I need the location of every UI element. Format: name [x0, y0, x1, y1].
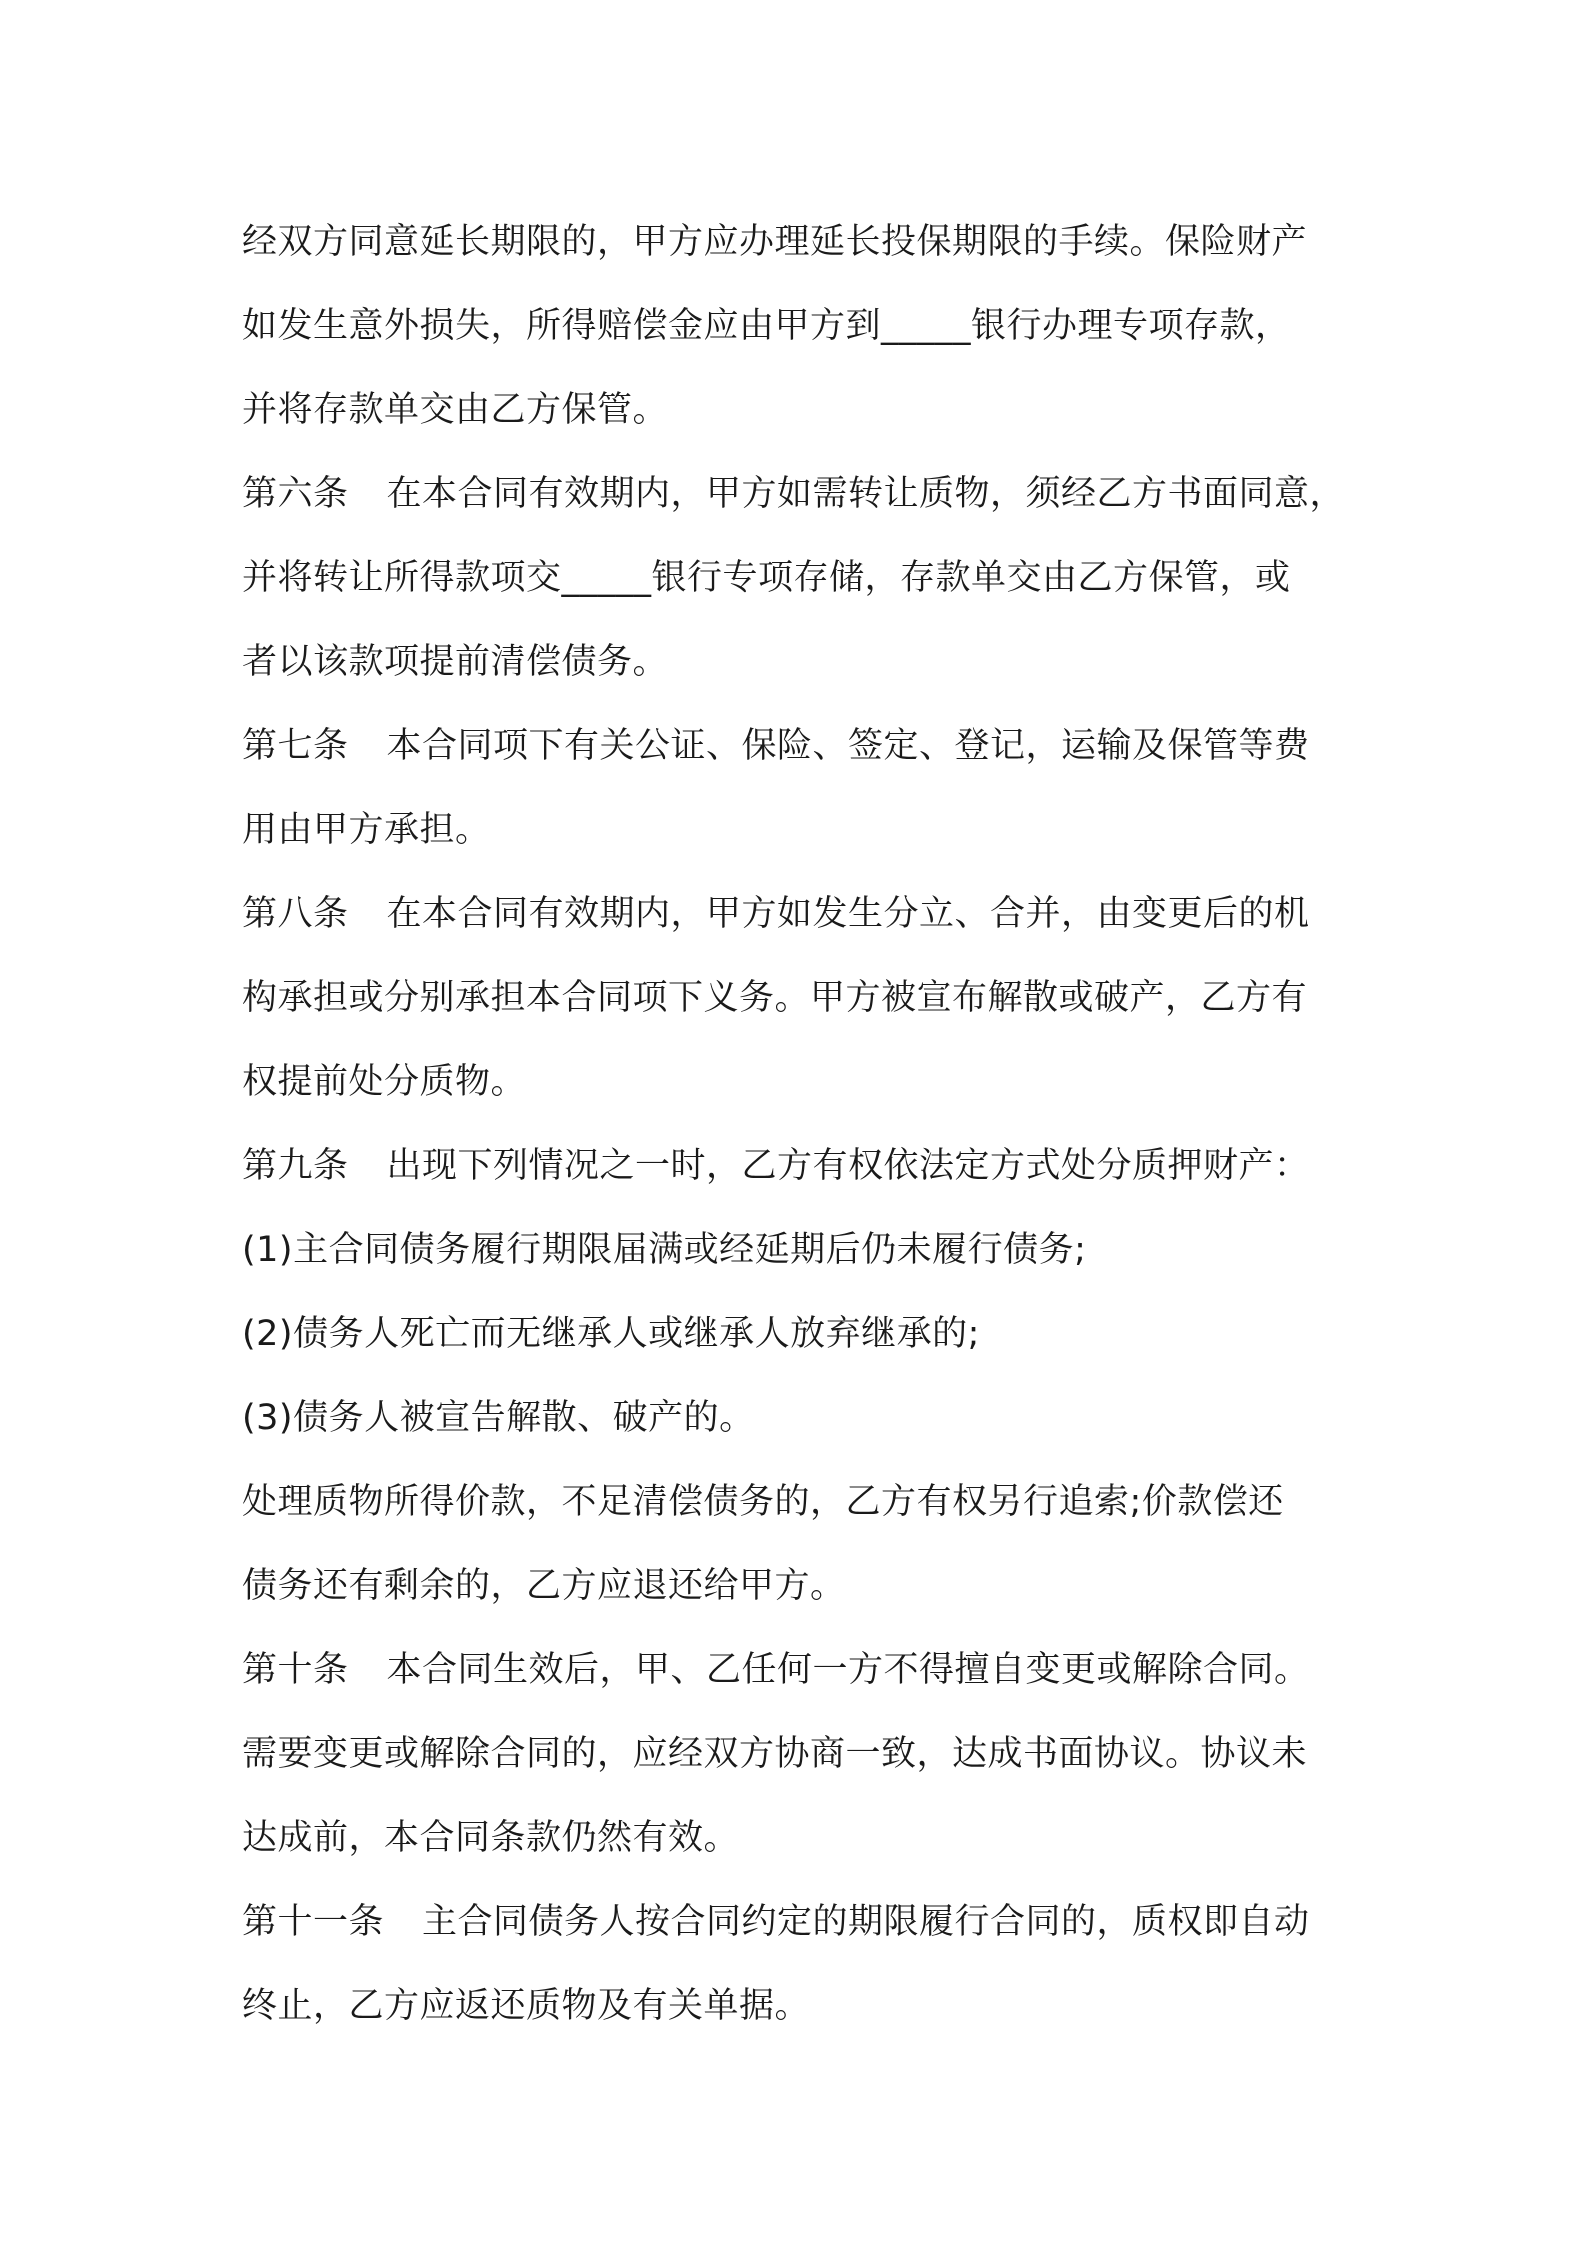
text-line: [242, 1460, 1357, 1544]
text-line: [242, 1544, 1357, 1628]
article-8-line: [242, 872, 1357, 956]
text-line: [242, 788, 1357, 872]
line-text: (1)主合同债务履行期限届满或经延期后仍未履行债务;: [242, 1230, 1087, 1270]
text-line: [242, 284, 1357, 368]
line-text: 在本合同有效期内，甲方如发生分立、合并，由变更后的机: [386, 894, 1310, 934]
line-text: 达成前，本合同条款仍然有效。: [242, 1818, 740, 1858]
line-text: 并将转让所得款项交_____银行专项存储，存款单交由乙方保管，或: [242, 558, 1291, 598]
article-heading: 第七条: [242, 726, 349, 766]
line-text: 需要变更或解除合同的，应经双方协商一致，达成书面协议。协议未: [242, 1734, 1308, 1774]
article-heading: 第六条: [242, 474, 349, 514]
line-text: 终止，乙方应返还质物及有关单据。: [242, 1986, 811, 2026]
text-line: [242, 1964, 1357, 2048]
line-text: 构承担或分别承担本合同项下义务。甲方被宣布解散或破产，乙方有: [242, 978, 1308, 1018]
article-heading: 第八条: [242, 894, 349, 934]
article-6-line: [242, 452, 1357, 536]
line-text: 用由甲方承担。: [242, 810, 491, 850]
text-line: [242, 368, 1357, 452]
text-line: [242, 620, 1357, 704]
line-text: 并将存款单交由乙方保管。: [242, 390, 669, 430]
text-line: [242, 1040, 1357, 1124]
list-item: [242, 1292, 1357, 1376]
text-line: [242, 536, 1357, 620]
list-item: [242, 1208, 1357, 1292]
line-text: 本合同项下有关公证、保险、签定、登记，运输及保管等费: [386, 726, 1310, 766]
article-heading: 第十条: [242, 1650, 349, 1690]
article-heading: 第九条: [242, 1146, 349, 1186]
line-text: 在本合同有效期内，甲方如需转让质物，须经乙方书面同意，: [386, 474, 1346, 514]
line-text: 如发生意外损失，所得赔偿金应由甲方到_____银行办理专项存款，: [242, 306, 1291, 346]
line-text: 权提前处分质物。: [242, 1062, 527, 1102]
text-line: [242, 956, 1357, 1040]
line-text: 债务还有剩余的，乙方应退还给甲方。: [242, 1566, 846, 1606]
line-text: 经双方同意延长期限的，甲方应办理延长投保期限的手续。保险财产: [242, 222, 1308, 262]
document-page: [242, 200, 1357, 2048]
article-9-line: [242, 1124, 1357, 1208]
line-text: (3)债务人被宣告解散、破产的。: [242, 1398, 755, 1438]
article-7-line: [242, 704, 1357, 788]
line-text: 者以该款项提前清偿债务。: [242, 642, 669, 682]
text-line: [242, 1712, 1357, 1796]
line-text: 处理质物所得价款，不足清偿债务的，乙方有权另行追索;价款偿还: [242, 1482, 1284, 1522]
list-item: [242, 1376, 1357, 1460]
article-heading: 第十一条: [242, 1902, 385, 1942]
line-text: 主合同债务人按合同约定的期限履行合同的，质权即自动: [422, 1902, 1310, 1942]
line-text: 本合同生效后，甲、乙任何一方不得擅自变更或解除合同。: [386, 1650, 1310, 1690]
text-line: [242, 1796, 1357, 1880]
article-11-line: [242, 1880, 1357, 1964]
article-10-line: [242, 1628, 1357, 1712]
line-text: (2)债务人死亡而无继承人或继承人放弃继承的;: [242, 1314, 980, 1354]
line-text: 出现下列情况之一时，乙方有权依法定方式处分质押财产：: [386, 1146, 1310, 1186]
text-line: [242, 200, 1357, 284]
